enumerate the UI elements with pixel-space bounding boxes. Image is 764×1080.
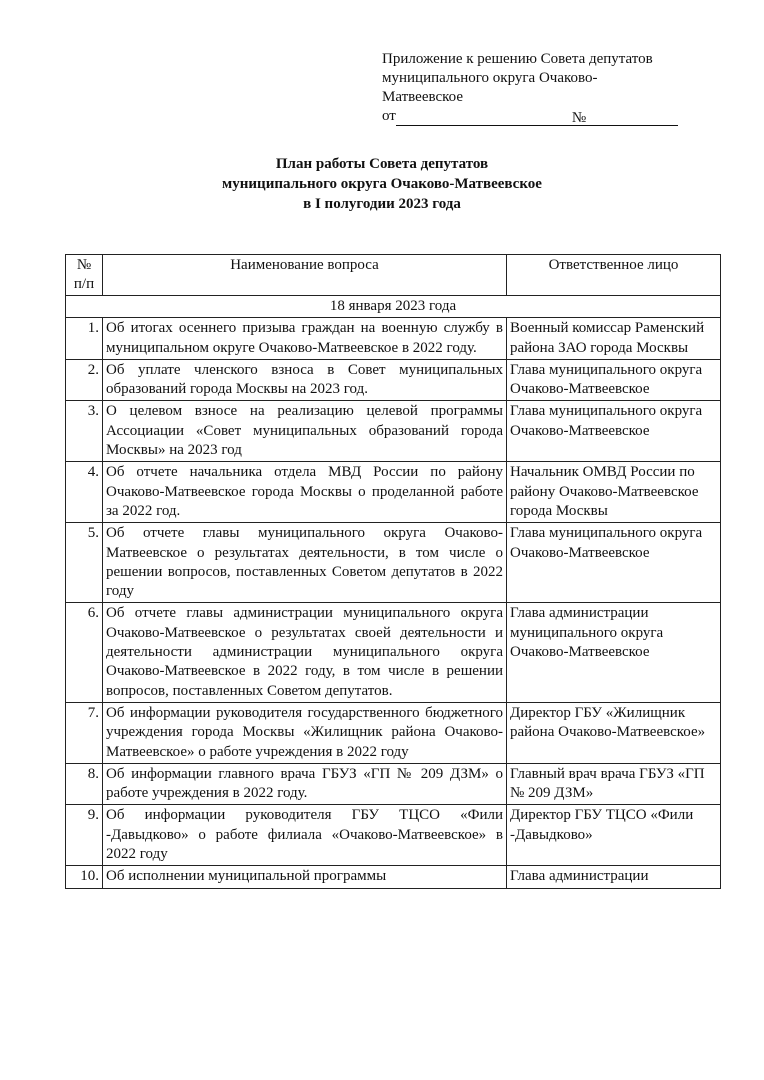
appendix-line-2: муниципального округа Очаково- [382, 70, 598, 86]
row-question: Об итогах осеннего призыва граждан на военную службу в муниципальном округе Очаково-Матвеевское в 2022 году. [103, 318, 507, 360]
table-row [66, 401, 721, 462]
table-row [66, 702, 721, 763]
meeting-date-row [66, 296, 721, 318]
table-header-row [66, 255, 721, 296]
row-responsible: Директор ГБУ ТЦСО «Фили -Давыдково» [507, 805, 721, 866]
header-responsible: Ответственное лицо [507, 255, 721, 296]
row-responsible: Глава муниципального округа Очаково-Матвеевское [507, 523, 721, 603]
row-number: 5. [66, 523, 103, 603]
row-number: 3. [66, 401, 103, 462]
row-responsible: Глава администрации муниципального округа Очаково-Матвеевское [507, 603, 721, 702]
row-responsible: Глава муниципального округа Очаково-Матвеевское [507, 401, 721, 462]
date-blank [396, 109, 572, 126]
work-plan-table [65, 254, 721, 889]
row-question: Об отчете главы администрации муниципального округа Очаково-Матвеевское о результатах своей деятельности и деятельности администрации муниципального округа Очаково-Матвеевское в 2022 году, в том числе в решении вопросов, поставленных Советом депутатов. [103, 603, 507, 702]
row-question: Об уплате членского взноса в Совет муниципальных образований города Москвы на 2023 год. [103, 359, 507, 401]
row-question: Об информации главного врача ГБУЗ «ГП № 209 ДЗМ» о работе учреждения в 2022 году. [103, 763, 507, 805]
number-label: № [571, 110, 587, 126]
row-responsible: Глава администрации [507, 866, 721, 888]
table-row [66, 462, 721, 523]
header-number-line-2: п/п [73, 276, 95, 292]
header-number-line-1: № [76, 257, 92, 273]
row-question: Об информации руководителя государственного бюджетного учреждения города Москвы «Жилищник района Очаково-Матвеевское» о работе учреждения в 2022 году [103, 702, 507, 763]
table-row [66, 805, 721, 866]
row-responsible: Директор ГБУ «Жилищник района Очаково-Матвеевское» [507, 702, 721, 763]
row-number: 8. [66, 763, 103, 805]
row-responsible: Главный врач врача ГБУЗ «ГП № 209 ДЗМ» [507, 763, 721, 805]
table-row [66, 359, 721, 401]
number-blank [586, 109, 678, 126]
row-question: Об отчете главы муниципального округа Очаково-Матвеевское о результатах деятельности, в том числе о решении вопросов, поставленных Советом депутатов в 2022 году [103, 523, 507, 603]
row-number: 2. [66, 359, 103, 401]
decision-date-number-line [382, 107, 722, 126]
row-responsible: Глава муниципального округа Очаково-Матвеевское [507, 359, 721, 401]
row-number: 6. [66, 603, 103, 702]
from-label: от [382, 108, 396, 124]
table-row [66, 318, 721, 360]
meeting-date: 18 января 2023 года [66, 296, 721, 318]
row-question: Об исполнении муниципальной программы [103, 866, 507, 888]
appendix-line-3: Матвеевское [382, 89, 463, 105]
document-title [0, 154, 764, 214]
table-row [66, 763, 721, 805]
row-number: 4. [66, 462, 103, 523]
row-number: 10. [66, 866, 103, 888]
header-question: Наименование вопроса [103, 255, 507, 296]
appendix-header [382, 50, 722, 126]
row-number: 7. [66, 702, 103, 763]
title-line-2: муниципального округа Очаково-Матвеевское [222, 176, 542, 192]
title-line-3: в I полугодии 2023 года [303, 196, 461, 212]
appendix-line-1: Приложение к решению Совета депутатов [382, 51, 653, 67]
row-responsible: Военный комиссар Раменский района ЗАО города Москвы [507, 318, 721, 360]
row-responsible: Начальник ОМВД России по району Очаково-Матвеевское города Москвы [507, 462, 721, 523]
row-question: О целевом взносе на реализацию целевой программы Ассоциации «Совет муниципальных образований города Москвы» на 2023 год [103, 401, 507, 462]
row-number: 9. [66, 805, 103, 866]
table-row [66, 523, 721, 603]
row-question: Об информации руководителя ГБУ ТЦСО «Фили -Давыдково» о работе филиала «Очаково-Матвеевское» в 2022 году [103, 805, 507, 866]
header-number [66, 255, 103, 296]
row-number: 1. [66, 318, 103, 360]
row-question: Об отчете начальника отдела МВД России по району Очаково-Матвеевское города Москвы о проделанной работе за 2022 год. [103, 462, 507, 523]
title-line-1: План работы Совета депутатов [275, 156, 489, 172]
table-row [66, 866, 721, 888]
table-row [66, 603, 721, 702]
